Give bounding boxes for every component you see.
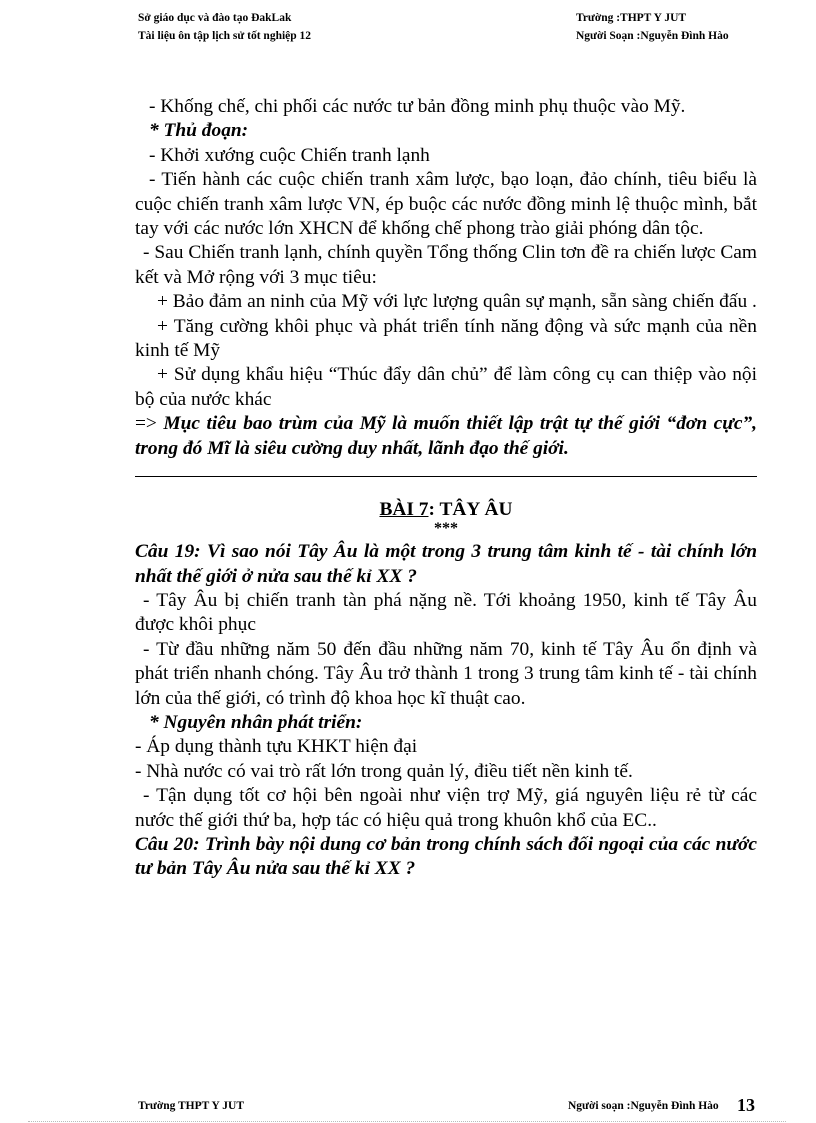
header-department: Sở giáo dục và đào tạo ĐakLak [138,12,292,24]
paragraph-technology: - Áp dụng thành tựu KHKT hiện đại [135,736,418,758]
paragraph-wars-of-aggression: - Tiến hành các cuộc chiến tranh xâm lược, bạo loạn, đảo chính, tiêu biểu là cuộc chiến tranh xâm lược VN, ép buộc các nước đồng minh lệ thuộc mình, bắt tay với các nước lớn XHCN để khống chế phong trào giải phóng dân tộc. [135,169,757,240]
paragraph-goal-economy: + Tăng cường khôi phục và phát triển tính năng động và sức mạnh của nền kinh tế Mỹ [135,315,757,362]
footer-school: Trường THPT Y JUT [138,1100,245,1112]
heading-causes: * Nguyên nhân phát triển: [149,711,363,733]
header-author: Người Soạn :Nguyễn Đình Hào [576,30,729,42]
header-left [138,9,311,45]
header-document-title: Tài liệu ôn tập lịch sử tốt nghiệp 12 [138,30,312,42]
paragraph-recovery: - Tây Âu bị chiến tranh tàn phá nặng nề. Tới khoảng 1950, kinh tế Tây Âu được khôi phục [135,589,757,636]
footer-dotted-border [28,1121,786,1122]
document-body [135,95,757,882]
paragraph-cold-war: - Khởi xướng cuộc Chiến tranh lạnh [149,144,430,166]
title-stars: *** [434,520,458,538]
overall-goal-text: Mục tiêu bao trùm của Mỹ là muốn thiết lập trật tự thế giới “đơn cực”, trong đó Mĩ là siêu cường duy nhất, lãnh đạo thế giới. [135,413,757,459]
arrow-symbol: => [135,413,164,435]
paragraph-goal-democracy: + Sử dụng khẩu hiệu “Thúc đẩy dân chủ” để làm công cụ can thiệp vào nội bộ của nước khác [135,364,757,410]
paragraph-opportunities: - Tận dụng tốt cơ hội bên ngoài như viện trợ Mỹ, giá nguyên liệu rẻ từ các nước thế giới thứ ba, hợp tác có hiệu quả trong khuôn khổ của EC.. [135,785,757,831]
section-divider [135,476,757,477]
paragraph-growth: - Từ đầu những năm 50 đến đầu những năm 70, kinh tế Tây Âu ổn định và phát triển nhanh chóng. Tây Âu trở thành 1 trong 3 trung tâm kinh tế - tài chính lớn của thế giới, có trình độ khoa học kĩ thuật cao. [135,638,757,709]
paragraph-clinton-strategy: - Sau Chiến tranh lạnh, chính quyền Tổng thống Clin tơn đề ra chiến lược Cam kết và Mở rộng với 3 mục tiêu: [135,242,757,288]
lesson-name: : TÂY ÂU [428,499,513,521]
lesson-title [135,498,757,522]
paragraph-overall-goal [135,412,757,461]
paragraph-control-allies: - Khống chế, chi phối các nước tư bản đồng minh phụ thuộc vào Mỹ. [149,96,686,117]
header-right [576,9,729,45]
heading-methods: * Thủ đoạn: [149,120,249,142]
footer-author: Người soạn :Nguyễn Đình Hào [568,1100,719,1112]
question-20: Câu 20: Trình bày nội dung cơ bản trong chính sách đối ngoại của các nước tư bản Tây Âu nửa sau thế kỉ XX ? [135,833,757,880]
paragraph-goal-security: + Bảo đảm an ninh của Mỹ với lực lượng quân sự mạnh, sẵn sàng chiến đấu . [157,291,757,313]
lesson-number: BÀI 7 [379,499,429,521]
paragraph-state-role: - Nhà nước có vai trò rất lớn trong quản lý, điều tiết nền kinh tế. [135,760,633,782]
header-school: Trường :THPT Y JUT [576,12,687,24]
question-19: Câu 19: Vì sao nói Tây Âu là một trong 3 trung tâm kinh tế - tài chính lớn nhất thế giới ở nửa sau thế kỉ XX ? [135,541,757,587]
page-number: 13 [737,1095,755,1115]
